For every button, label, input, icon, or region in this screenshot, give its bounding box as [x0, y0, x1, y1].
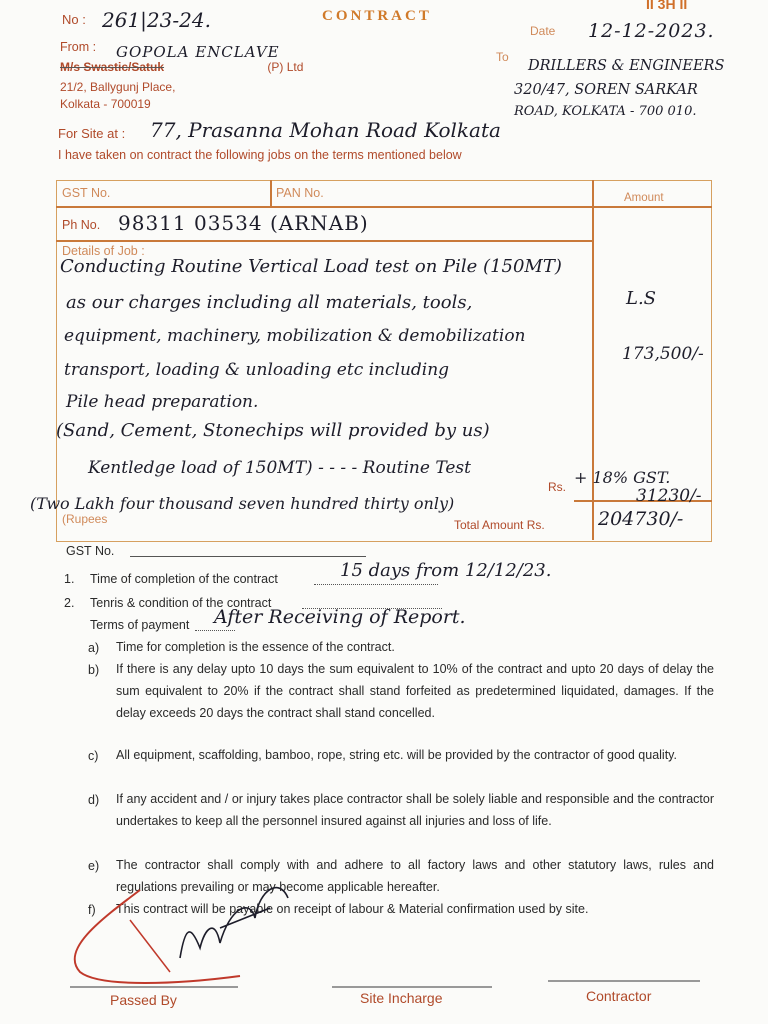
site-label: For Site at :	[58, 126, 126, 141]
rupees-label: (Rupees	[62, 512, 108, 526]
document-title: CONTRACT	[322, 8, 432, 24]
term-c-mark: c)	[88, 749, 99, 763]
job-line-2: as our charges including all materials, tools,	[66, 292, 473, 313]
term-a-mark: a)	[88, 641, 100, 655]
to-label: To	[496, 50, 509, 64]
job-line-5: Pile head preparation.	[66, 392, 259, 412]
term-d-mark: d)	[88, 793, 100, 807]
gst-no-line	[130, 556, 366, 557]
passed-by-line	[70, 986, 238, 988]
date-value: 12-12-2023.	[588, 20, 715, 42]
contract-number: 261|23-24.	[102, 8, 211, 32]
rs-label: Rs.	[548, 480, 566, 494]
term-b-mark: b)	[88, 663, 100, 677]
amount-value: 173,500/-	[622, 344, 704, 364]
payment-label: Terms of payment	[90, 618, 190, 632]
from-handwritten-name: GOPOLA ENCLAVE	[116, 43, 280, 61]
job-line-7: Kentledge load of 150MT) - - - - Routine Test	[88, 458, 471, 478]
term-b-text: If there is any delay upto 10 days the sum equivalent to 10% of the contract and upto 20 days of delay the sum equivalent to 20% if the contract shall stand forfeited as predetermined liquidated, damages. If the delay exceeds 20 days the contract shall stand concelled.	[116, 662, 714, 720]
top-right-mark: II 3H II	[646, 0, 688, 12]
site-incharge-label: Site Incharge	[360, 990, 443, 1006]
date-label: Date	[530, 24, 556, 38]
table-phone-divider	[56, 240, 594, 242]
term-d-text: If any accident and / or injury takes place contractor shall be solely liable and responsible and the contractor undertakes to keep all the personnel insured against all injuries and loss of life.	[116, 792, 714, 828]
from-company-name: M/s Swastic/Satuk	[60, 60, 165, 74]
term-e-mark: e)	[88, 859, 100, 873]
contractor-line	[548, 980, 700, 982]
item-1-label: Time of completion of the contract	[90, 572, 278, 586]
amount-in-words: (Two Lakh four thousand seven hundred thirty only)	[30, 494, 455, 513]
payment-value: After Receiving of Report.	[214, 606, 466, 628]
pan-label: PAN No.	[276, 186, 324, 200]
table-header-divider	[56, 206, 712, 208]
phone-label: Ph No.	[62, 218, 101, 232]
gst-no-below-label: GST No.	[66, 544, 115, 558]
intro-text: I have taken on contract the following jobs on the terms mentioned below	[58, 148, 462, 162]
site-incharge-line	[332, 986, 492, 988]
job-line-3: equipment, machinery, mobilization & demobilization	[64, 326, 526, 346]
gst-label: GST No.	[62, 186, 111, 200]
contract-number-label: No :	[62, 12, 86, 27]
passed-by-label: Passed By	[110, 992, 177, 1008]
from-label: From :	[60, 40, 97, 54]
amount-header: Amount	[624, 192, 664, 204]
job-line-4: transport, loading & unloading etc including	[64, 360, 450, 380]
total-amount-value: 204730/-	[598, 508, 684, 530]
item-1-dots	[314, 584, 438, 585]
pan-divider	[270, 180, 272, 207]
to-line2: 320/47, SOREN SARKAR	[514, 82, 698, 98]
from-address-line2: Kolkata - 700019	[60, 97, 151, 111]
from-company	[60, 60, 303, 74]
job-line-6: (Sand, Cement, Stonechips will provided by us)	[56, 420, 490, 441]
term-f-text: This contract will be payable on receipt of labour & Material confirmation used by site.	[116, 902, 589, 916]
details-label: Details of Job :	[62, 244, 145, 258]
job-line-1: Conducting Routine Vertical Load test on Pile (150MT)	[60, 256, 562, 277]
signature-blue-ink	[160, 868, 320, 968]
item-1-value: 15 days from 12/12/23.	[340, 560, 552, 581]
term-c-text: All equipment, scaffolding, bamboo, rope, string etc. will be provided by the contractor of good quality.	[116, 748, 677, 762]
item-1-number: 1.	[64, 572, 75, 586]
to-line1: DRILLERS & ENGINEERS	[528, 58, 725, 74]
site-value: 77, Prasanna Mohan Road Kolkata	[150, 118, 501, 142]
phone-value: 98311 03534 (ARNAB)	[118, 211, 369, 235]
term-a-text: Time for completion is the essence of the contract.	[116, 640, 395, 654]
payment-dots	[195, 630, 235, 631]
item-2-label: Tenris & condition of the contract	[90, 596, 272, 610]
contractor-label: Contractor	[586, 988, 652, 1004]
from-address-line1: 21/2, Ballygunj Place,	[60, 80, 176, 94]
to-line3: ROAD, KOLKATA - 700 010.	[514, 104, 697, 119]
gst-amount: 31230/-	[636, 486, 702, 506]
term-e-text: The contractor shall comply with and adhere to all factory laws and other statutory laws, rules and regulations prevailing or may become applicable hereafter.	[116, 858, 714, 894]
item-2-number: 2.	[64, 596, 75, 610]
gst-note: + 18% GST.	[574, 468, 671, 487]
from-company-suffix: (P) Ltd	[267, 60, 304, 74]
term-f-mark: f)	[88, 903, 96, 917]
amount-ls: L.S	[626, 288, 657, 309]
total-amount-label: Total Amount Rs.	[454, 518, 545, 532]
